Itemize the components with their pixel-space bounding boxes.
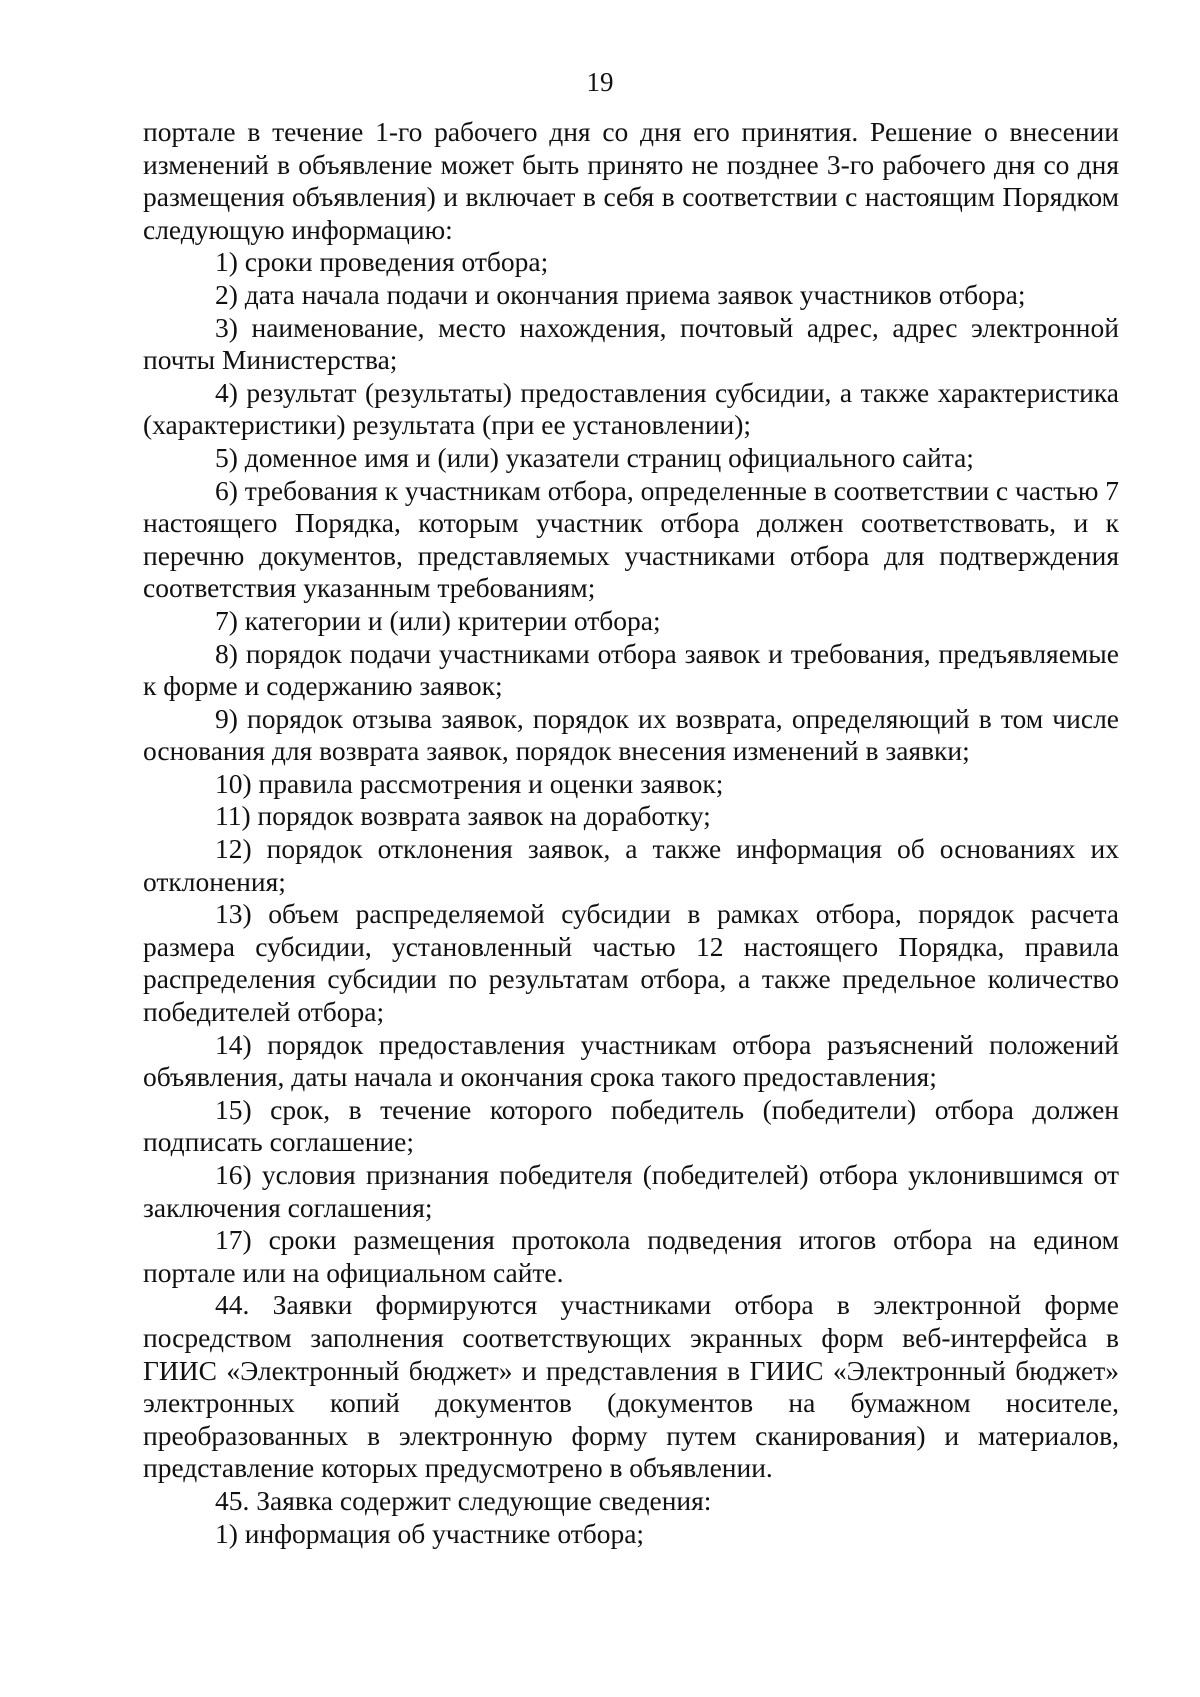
list-item-14: 14) порядок предоставления участникам отбора разъяснений положений объявления, даты начала и окончания срока такого предоставления; <box>143 1028 1119 1093</box>
list-item-2: 2) дата начала подачи и окончания приема заявок участников отбора; <box>215 278 1026 310</box>
clause-44: 44. Заявки формируются участниками отбора в электронной форме посредством заполнения соответствующих экранных форм веб-интерфейса в ГИИС «Электронный бюджет» и представления в ГИИС «Электронный бюджет» электронных копий документов (документов на бумажном носителе, преобразованных в электронную форму путем сканирования) и материалов, представление которых предусмотрено в объявлении. <box>143 1289 1119 1484</box>
list-item-17: 17) сроки размещения протокола подведения итогов отбора на едином портале или на официальном сайте. <box>143 1224 1119 1288</box>
page-number: 19 <box>586 67 614 97</box>
list-item-1: 1) сроки проведения отбора; <box>215 246 549 278</box>
list-item-13: 13) объем распределяемой субсидии в рамках отбора, порядок расчета размера субсидии, установленный частью 12 настоящего Порядка, правила распределения субсидии по результатам отбора, а также предельное количество победителей отбора; <box>143 898 1119 1028</box>
list-item-5: 5) доменное имя и (или) указатели страниц официального сайта; <box>215 441 974 473</box>
paragraph-continuation: порталe в течение 1-го рабочего дня со дня его принятия. Решение о внесении изменений в объявление может быть принято не позднее 3-го рабочего дня со дня размещения объявления) и включает в себя в соответствии с настоящим Порядком следующую информацию: <box>143 116 1119 245</box>
list-item-8: 8) порядок подачи участниками отбора заявок и требования, предъявляемые к форме и содержанию заявок; <box>143 637 1119 702</box>
list-item-12: 12) порядок отклонения заявок, а также информация об основаниях их отклонения; <box>143 833 1119 897</box>
list-item-3: 3) наименование, место нахождения, почтовый адрес, адрес электронной почты Министерства; <box>143 311 1119 376</box>
list-item-16: 16) условия признания победителя (победителей) отбора уклонившимся от заключения соглашения; <box>143 1159 1119 1223</box>
list-item-4: 4) результат (результаты) предоставления субсидии, а также характеристика (характеристики) результата (при ее установлении); <box>143 376 1119 441</box>
list-item-11: 11) порядок возврата заявок на доработку; <box>215 800 711 832</box>
list-item-15: 15) срок, в течение которого победитель (победители) отбора должен подписать соглашение; <box>143 1093 1119 1158</box>
document-body <box>143 116 1119 1550</box>
list-item-9: 9) порядок отзыва заявок, порядок их возврата, определяющий в том числе основания для возврата заявок, порядок внесения изменений в заявки; <box>143 702 1119 767</box>
clause-45-item-1: 1) информация об участнике отбора; <box>215 1517 645 1549</box>
list-item-7: 7) категории и (или) критерии отбора; <box>215 604 661 636</box>
list-item-6: 6) требования к участникам отбора, определенные в соответствии с частью 7 настоящего Порядка, которым участник отбора должен соответствовать, и к перечню документов, представляемых участниками отбора для подтверждения соответствия указанным требованиям; <box>143 474 1119 604</box>
clause-45: 45. Заявка содержит следующие сведения: <box>215 1484 712 1516</box>
list-item-10: 10) правила рассмотрения и оценки заявок; <box>215 767 724 799</box>
